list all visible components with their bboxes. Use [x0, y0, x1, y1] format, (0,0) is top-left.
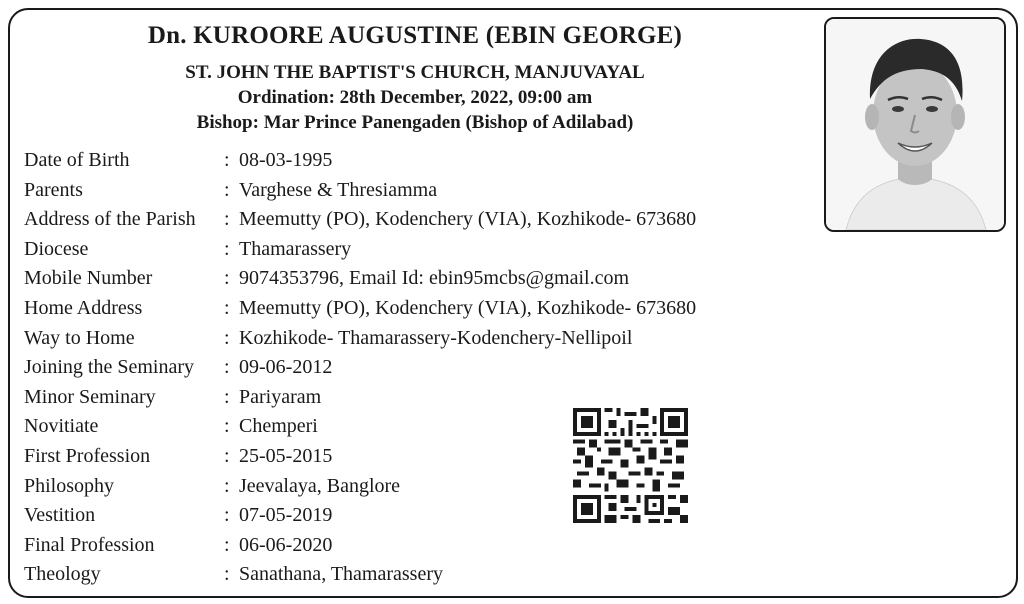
detail-row — [24, 324, 696, 354]
detail-label: Vestition — [24, 504, 96, 527]
detail-separator: : — [224, 326, 230, 349]
detail-value: Sanathana, Thamarassery — [239, 563, 443, 586]
detail-value: Kozhikode- Thamarassery-Kodenchery-Nellipoil — [239, 326, 633, 349]
detail-label: Home Address — [24, 296, 143, 319]
portrait-photo-icon — [826, 19, 1004, 230]
detail-separator: : — [224, 415, 230, 438]
detail-label: Date of Birth — [24, 149, 130, 171]
detail-row — [24, 146, 696, 176]
detail-value: 9074353796, Email Id: ebin95mcbs@gmail.com — [239, 267, 630, 290]
detail-row — [24, 353, 696, 383]
detail-value: 07-05-2019 — [239, 504, 333, 527]
detail-value: 06-06-2020 — [239, 533, 333, 556]
detail-label: Joining the Seminary — [24, 356, 194, 379]
detail-separator: : — [224, 444, 230, 467]
candidate-name: Dn. KUROORE AUGUSTINE (EBIN GEORGE) — [147, 22, 683, 49]
detail-label: Theology — [24, 563, 101, 586]
church-name: ST. JOHN THE BAPTIST'S CHURCH, MANJUVAYAL — [185, 62, 645, 83]
detail-value: Pariyaram — [239, 385, 322, 408]
detail-separator: : — [224, 237, 230, 260]
detail-label: Address of the Parish — [24, 208, 196, 231]
detail-separator: : — [224, 356, 230, 379]
detail-label: Way to Home — [24, 326, 135, 349]
detail-value: 25-05-2015 — [239, 444, 333, 467]
detail-separator: : — [224, 178, 230, 201]
detail-label: Parents — [24, 178, 83, 201]
detail-separator: : — [224, 563, 230, 586]
detail-value: Thamarassery — [239, 237, 352, 260]
detail-row — [24, 531, 696, 561]
details-list — [24, 146, 696, 590]
detail-row — [24, 235, 696, 265]
detail-label: Diocese — [24, 237, 89, 260]
bishop-line: Bishop: Mar Prince Panengaden (Bishop of Adilabad) — [196, 112, 634, 133]
qr-code-icon — [573, 408, 688, 523]
detail-label: Minor Seminary — [24, 385, 156, 408]
detail-row — [24, 176, 696, 206]
detail-value: Jeevalaya, Banglore — [239, 474, 401, 497]
detail-value: 08-03-1995 — [239, 149, 333, 171]
detail-row — [24, 205, 696, 235]
detail-separator: : — [224, 533, 230, 556]
detail-row — [24, 264, 696, 294]
detail-label: Novitiate — [24, 415, 99, 438]
detail-value: 09-06-2012 — [239, 356, 333, 379]
detail-label: Mobile Number — [24, 267, 153, 290]
detail-row — [24, 560, 696, 590]
detail-value: Meemutty (PO), Kodenchery (VIA), Kozhikode- 673680 — [239, 296, 697, 319]
detail-value: Meemutty (PO), Kodenchery (VIA), Kozhikode- 673680 — [239, 208, 697, 231]
detail-separator: : — [224, 296, 230, 319]
portrait-photo — [824, 17, 1006, 232]
detail-separator: : — [224, 267, 230, 290]
detail-value: Chemperi — [239, 415, 318, 438]
detail-label: Final Profession — [24, 533, 155, 556]
detail-separator: : — [224, 385, 230, 408]
detail-separator: : — [224, 504, 230, 527]
detail-row — [24, 294, 696, 324]
ordination-line: Ordination: 28th December, 2022, 09:00 am — [237, 87, 593, 108]
detail-separator: : — [224, 474, 230, 497]
detail-value: Varghese & Thresiamma — [239, 178, 438, 201]
detail-label: First Profession — [24, 444, 151, 467]
detail-separator: : — [224, 149, 230, 171]
detail-separator: : — [224, 208, 230, 231]
detail-label: Philosophy — [24, 474, 115, 497]
